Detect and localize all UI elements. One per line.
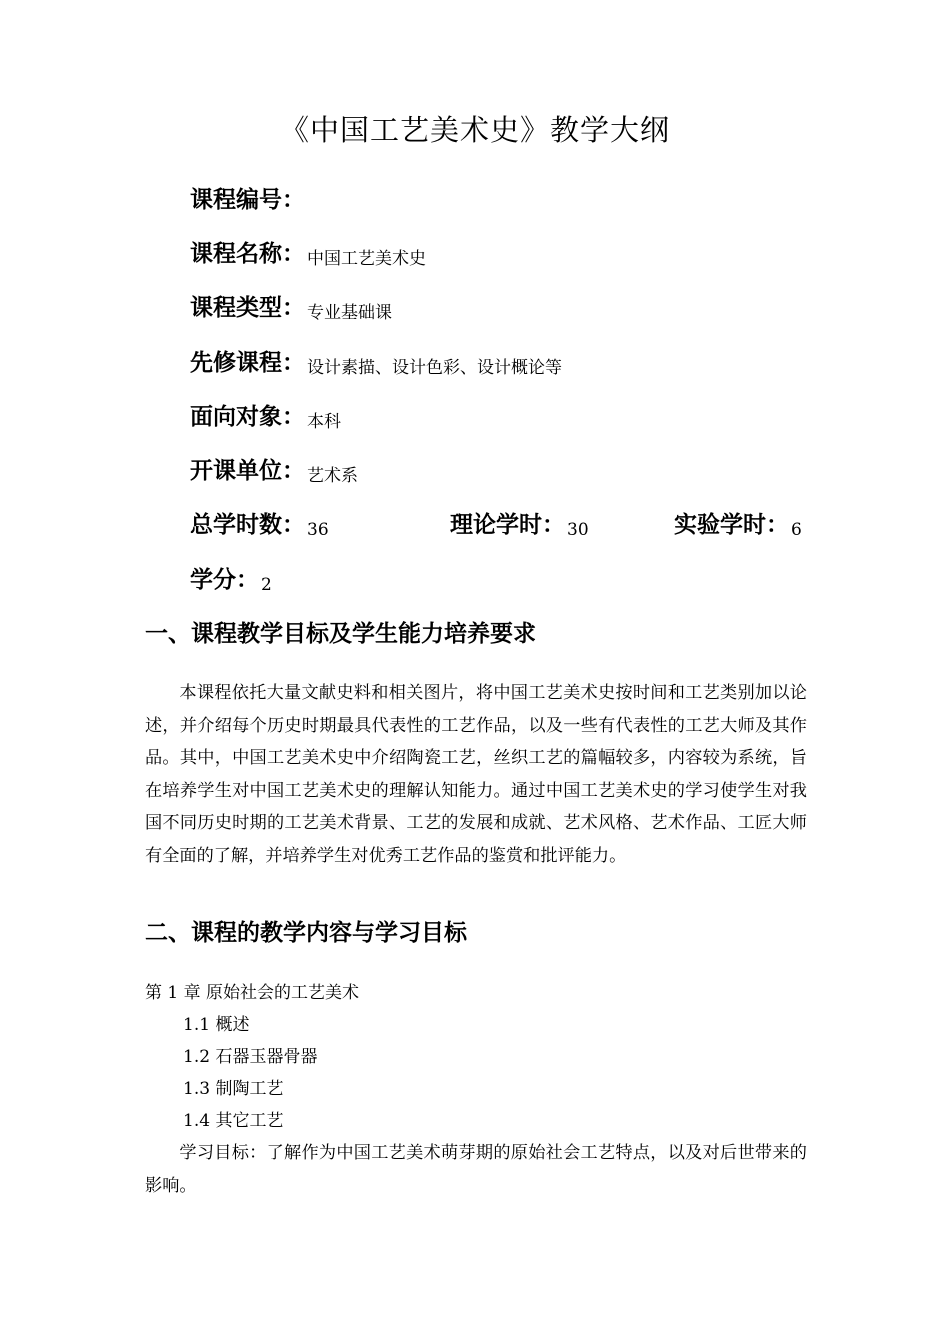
field-credits	[190, 563, 272, 599]
field-label: 课程名称：	[190, 241, 305, 267]
field-value: 中国工艺美术史	[307, 249, 426, 269]
field-value: 36	[307, 520, 329, 540]
field-value: 2	[261, 575, 272, 595]
document-title: 《中国工艺美术史》教学大纲	[279, 113, 670, 147]
chapter-1-title: 第 1 章 原始社会的工艺美术	[145, 983, 360, 1003]
field-label: 总学时数：	[190, 512, 305, 538]
field-label: 开课单位：	[190, 458, 305, 484]
section-1-body: 本课程依托大量文献史料和相关图片，将中国工艺美术史按时间和工艺类别加以论述，并介绍每个历史时期最具代表性的工艺作品，以及一些有代表性的工艺大师及其作品。其中，中国工艺美术史中介绍陶瓷工艺，丝织工艺的篇幅较多，内容较为系统，旨在培养学生对中国工艺美术史的理解认知能力。通过中国工艺美术史的学习使学生对我国不同历史时期的工艺美术背景、工艺的发展和成就、艺术风格、艺术作品、工匠大师有全面的了解，并培养学生对优秀工艺作品的鉴赏和批评能力。	[145, 683, 807, 866]
field-total-hours	[190, 508, 329, 544]
field-lab-hours	[674, 508, 802, 544]
field-course-type	[190, 291, 392, 327]
field-theory-hours	[450, 508, 589, 544]
chapter-1-learning-goal: 学习目标：了解作为中国工艺美术萌芽期的原始社会工艺特点，以及对后世带来的影响。	[145, 1143, 807, 1196]
field-course-code	[190, 183, 307, 219]
section-2-heading: 二、课程的教学内容与学习目标	[145, 920, 467, 946]
field-value: 30	[567, 520, 589, 540]
field-course-name	[190, 237, 426, 273]
field-label: 实验学时：	[674, 512, 789, 538]
field-label: 学分：	[190, 567, 259, 593]
field-audience	[190, 400, 341, 436]
field-value: 设计素描、设计色彩、设计概论等	[307, 358, 562, 378]
field-label: 课程编号：	[190, 187, 305, 213]
chapter-1-item: 1.1 概述	[183, 1015, 250, 1035]
field-value: 艺术系	[307, 466, 358, 486]
field-department	[190, 454, 358, 490]
field-value: 专业基础课	[307, 303, 392, 323]
field-value: 6	[791, 520, 802, 540]
field-prerequisites	[190, 346, 562, 382]
field-label: 理论学时：	[450, 512, 565, 538]
field-label: 先修课程：	[190, 350, 305, 376]
chapter-1-item: 1.3 制陶工艺	[183, 1079, 284, 1099]
field-value: 本科	[307, 412, 341, 432]
chapter-1-item: 1.2 石器玉器骨器	[183, 1047, 318, 1067]
field-label: 课程类型：	[190, 295, 305, 321]
chapter-1-item: 1.4 其它工艺	[183, 1111, 284, 1131]
field-label: 面向对象：	[190, 404, 305, 430]
section-1-heading: 一、课程教学目标及学生能力培养要求	[145, 621, 536, 647]
